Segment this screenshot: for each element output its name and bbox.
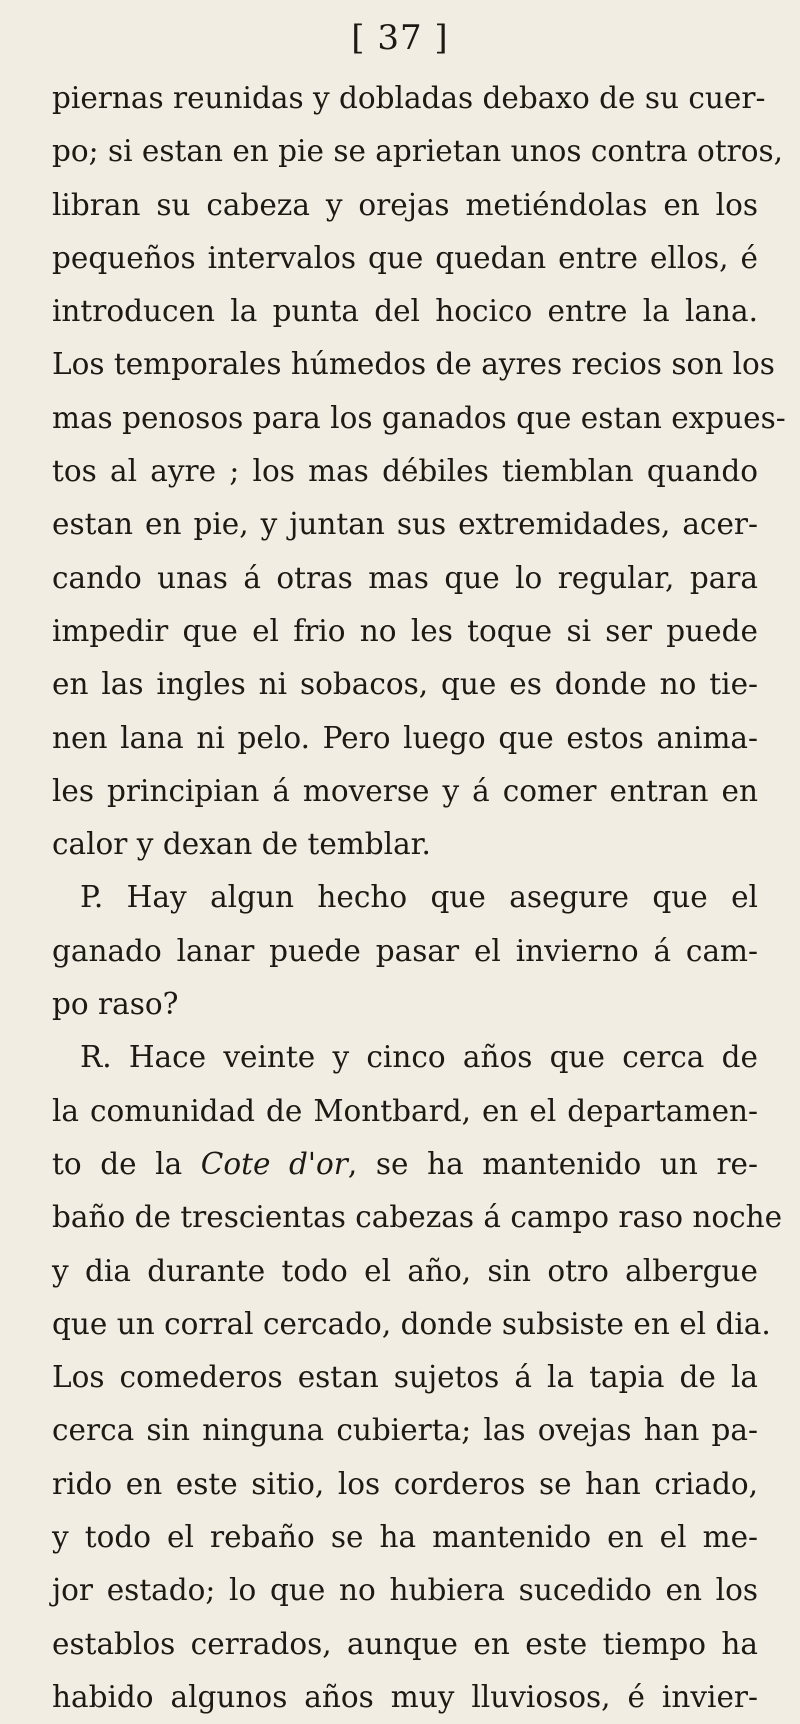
text-line: habido algunos años muy lluviosos, é invier- [52,1679,758,1714]
text-line: rido en este sitio, los corderos se han criado, [52,1466,758,1501]
text-fragment: to de la [52,1146,201,1181]
text-line: les principian á moverse y á comer entran en [52,773,758,808]
text-line: impedir que el frio no les toque si ser puede [52,613,758,648]
text-line: baño de trescientas cabezas á campo raso noche [52,1200,783,1235]
text-line: y todo el rebaño se ha mantenido en el me- [52,1520,758,1555]
text-line: po; si estan en pie se aprietan unos contra otros, [52,134,784,169]
text-line: pequeños intervalos que quedan entre ellos, é [52,240,758,275]
text-line: Los temporales húmedos de ayres recios son los [52,347,775,382]
text-line: estan en pie, y juntan sus extremidades, acer- [52,507,758,542]
text-line: tos al ayre ; los mas débiles tiemblan quando [52,454,758,489]
text-line: piernas reunidas y dobladas debaxo de su cuer- [52,81,766,115]
body-text [52,72,786,1724]
text-line: cerca sin ninguna cubierta; las ovejas han pa- [52,1413,758,1448]
text-line [52,1138,758,1191]
text-line: po raso? [52,987,179,1022]
text-line: Los comederos estan sujetos á la tapia de la [52,1360,758,1395]
text-fragment: , se ha mantenido un re- [347,1146,758,1181]
text-line: mas penosos para los ganados que estan expues- [52,400,786,435]
text-line: libran su cabeza y orejas metiéndolas en los [52,187,758,222]
text-line: jor estado; lo que no hubiera sucedido en los [52,1573,758,1608]
answer-line: R. Hace veinte y cinco años que cerca de [80,1040,758,1075]
text-line: que un corral cercado, donde subsiste en el dia. [52,1306,771,1341]
text-line: establos cerrados, aunque en este tiempo ha [52,1626,758,1661]
text-line: ganado lanar puede pasar el invierno á cam- [52,933,758,968]
question-line: P. Hay algun hecho que asegure que el [80,880,758,915]
text-line: nen lana ni pelo. Pero luego que estos anima- [52,720,758,755]
text-line: introducen la punta del hocico entre la lana. [52,294,758,329]
text-line: calor y dexan de temblar. [52,827,431,862]
text-line: en las ingles ni sobacos, que es donde no tie- [52,667,758,702]
place-name-italic: Cote d'or [200,1146,348,1181]
page-number: [ 37 ] [351,18,449,58]
text-line: y dia durante todo el año, sin otro albergue [52,1253,758,1288]
text-line: cando unas á otras mas que lo regular, para [52,560,758,595]
text-line: la comunidad de Montbard, en el departamen- [52,1093,758,1128]
